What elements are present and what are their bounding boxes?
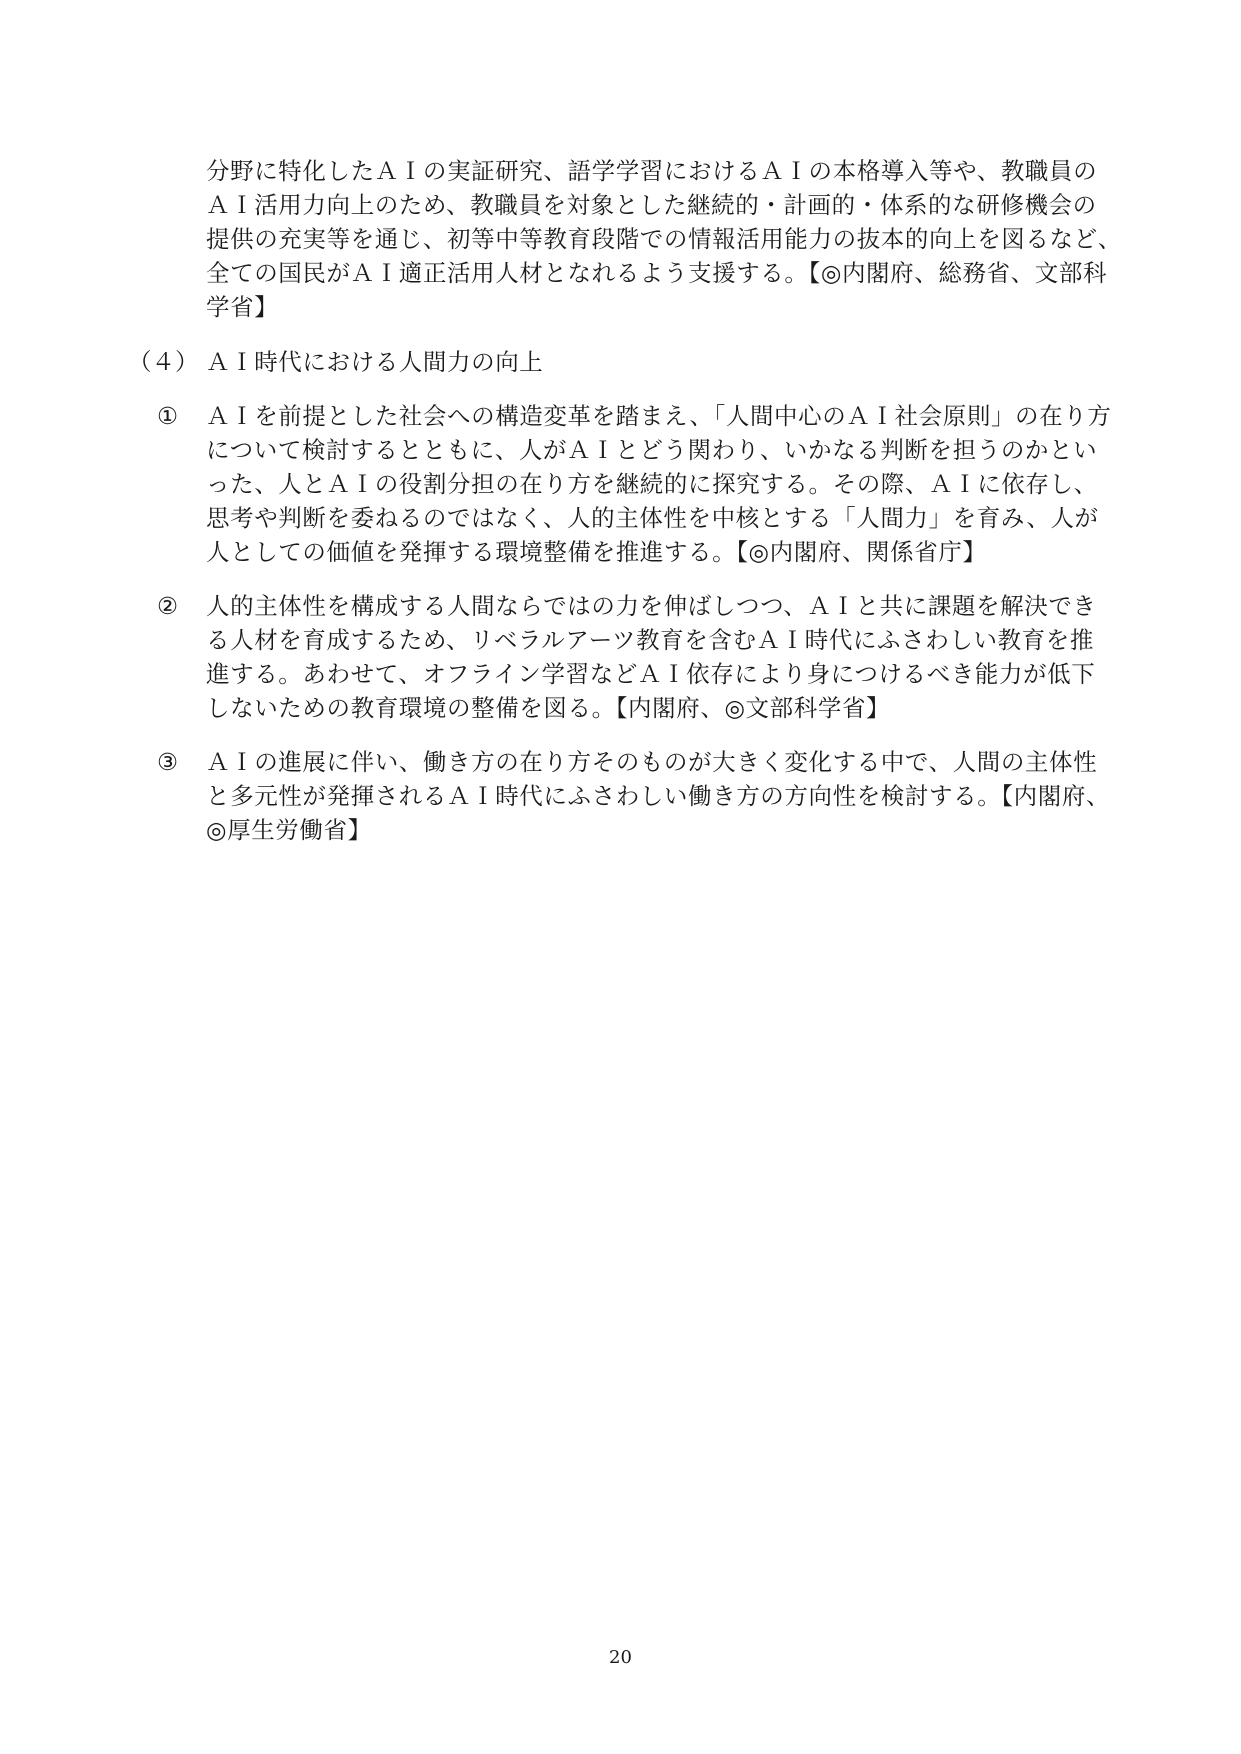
item-marker: ③ <box>157 748 179 776</box>
item-marker: ① <box>157 402 179 430</box>
item-line: ＡＩを前提とした社会への構造変革を踏まえ、「人間中心のＡＩ社会原則」の在り方 <box>206 402 1112 430</box>
item-line: ◎厚生労働省】 <box>206 816 372 844</box>
item-line: しないための教育環境の整備を図る。【内閣府、◎文部科学省】 <box>206 694 891 722</box>
section-title: ＡＩ時代における人間力の向上 <box>206 348 544 376</box>
page-number: 20 <box>609 1647 632 1668</box>
section-marker: （４） <box>128 348 199 376</box>
intro-line: 全ての国民がＡＩ適正活用人材となれるよう支援する。【◎内閣府、総務省、文部科 <box>206 259 1108 287</box>
item-line: 進する。あわせて、オフライン学習などＡＩ依存により身につけるべき能力が低下 <box>206 660 1096 688</box>
item-line: った、人とＡＩの役割分担の在り方を継続的に探究する。その際、ＡＩに依存し、 <box>206 470 1098 498</box>
item-line: について検討するとともに、人がＡＩとどう関わり、いかなる判断を担うのかとい <box>206 436 1098 464</box>
item-line: ＡＩの進展に伴い、働き方の在り方そのものが大きく変化する中で、人間の主体性 <box>206 748 1098 776</box>
item-line: 人としての価値を発揮する環境整備を推進する。【◎内閣府、関係省庁】 <box>206 538 987 566</box>
intro-line: 学省】 <box>206 293 279 321</box>
item-line: 思考や判断を委ねるのではなく、人的主体性を中核とする「人間力」を育み、人が <box>206 504 1099 532</box>
intro-line: 提供の充実等を通じ、初等中等教育段階での情報活用能力の抜本的向上を図るなど、 <box>206 225 1122 253</box>
item-line: る人材を育成するため、リベラルアーツ教育を含むＡＩ時代にふさわしい教育を推 <box>206 626 1094 654</box>
intro-line: 分野に特化したＡＩの実証研究、語学学習におけるＡＩの本格導入等や、教職員の <box>206 157 1098 185</box>
intro-line: ＡＩ活用力向上のため、教職員を対象とした継続的・計画的・体系的な研修機会の <box>206 191 1097 219</box>
item-line: 人的主体性を構成する人間ならではの力を伸ばしつつ、ＡＩと共に課題を解決でき <box>206 592 1097 620</box>
item-line: と多元性が発揮されるＡＩ時代にふさわしい働き方の方向性を検討する。【内閣府、 <box>206 782 1111 810</box>
item-marker: ② <box>157 592 179 620</box>
